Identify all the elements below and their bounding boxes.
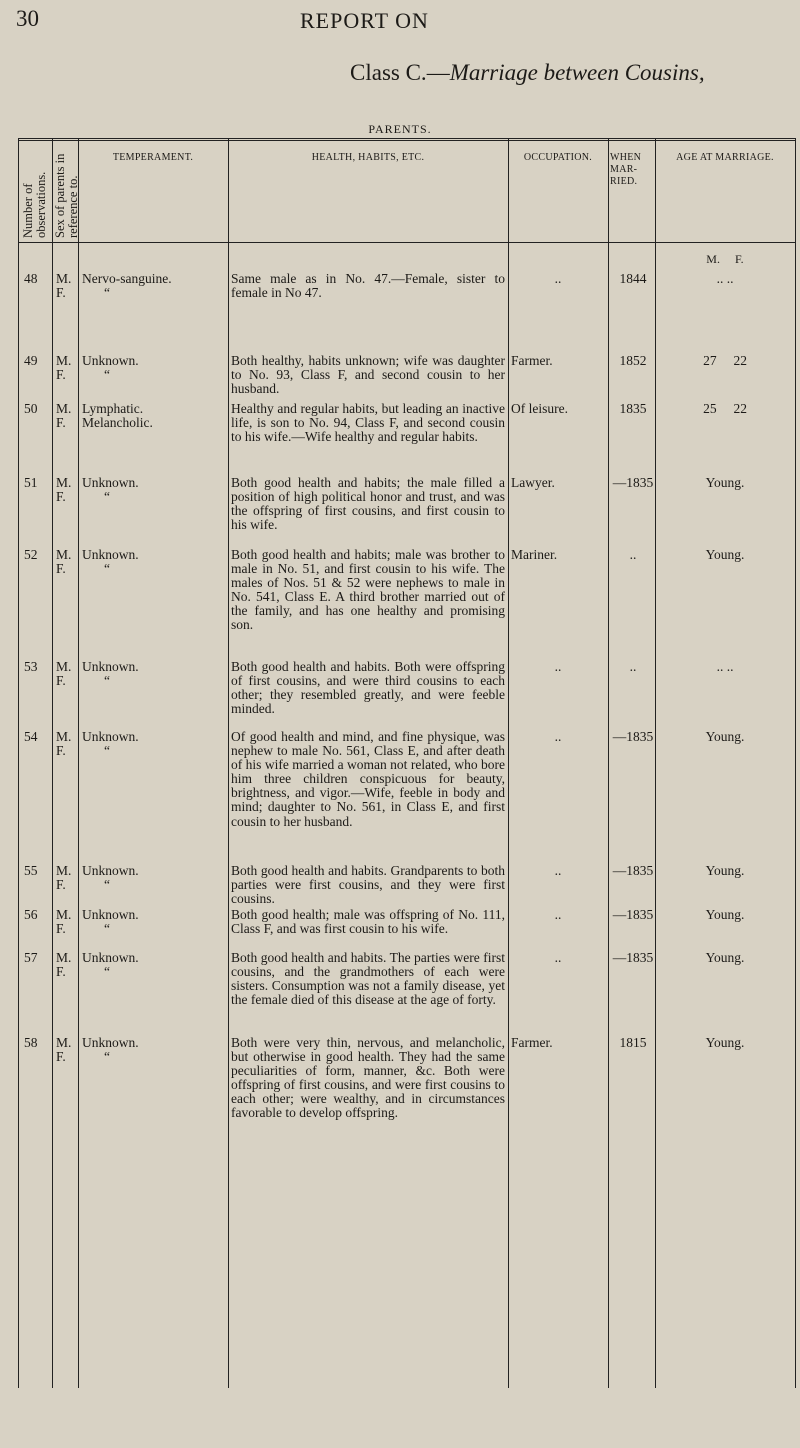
row-sex-female: F. [56,921,66,936]
row-when-married: .. [629,547,637,562]
class-subtitle: Marriage between Cousins, [449,60,705,85]
class-label: Class C. [350,60,427,85]
age-subheaders: M. F. [706,252,744,266]
col-rule-3 [228,138,229,1388]
row-occupation: Farmer. [511,353,553,368]
row-sex-female: F. [56,877,66,892]
row-age-at-marriage: .. .. [716,659,734,674]
page-number: 30 [16,6,39,31]
row-health: Both good health and habits. The parties were first cousins, and the grandmothers of each were sisters. Consumption was not a family disease, yet the female died of this disease at the age of forty. [231,950,505,1008]
row-temperament-female: “ [104,367,110,382]
row-temperament-male: Unknown. [82,1035,139,1050]
col-rule-0 [18,138,19,1388]
row-age-at-marriage: .. .. [716,271,734,286]
row-temperament-female: “ [104,673,110,688]
row-sex-male: M. [56,401,72,416]
header-age-at-marriage: AGE AT MARRIAGE. [676,152,774,163]
row-health: Both were very thin, nervous, and melancholic, but otherwise in good health. They had the same peculiarities of form, manner, &c. Both were offspring of first cousins, and were first cousins to each other; were wealthy, and in circumstances favorable to develop offspring. [231,1035,505,1121]
header-sex: Sex of parents in reference to. [53,153,80,238]
row-temperament-male: Unknown. [82,659,139,674]
row-temperament-male: Lymphatic. [82,401,144,416]
row-sex-male: M. [56,547,72,562]
row-occupation: Lawyer. [511,475,555,490]
row-when-married: 1835 [619,401,647,416]
col-rule-5 [608,138,609,1388]
row-temperament-female: “ [104,743,110,758]
row-when-married: —1835 [612,863,654,878]
row-age-at-marriage: Young. [705,1035,745,1050]
row-number: 57 [24,950,38,965]
col-rule-2 [78,138,79,1388]
row-age-at-marriage: Young. [705,475,745,490]
row-age-at-marriage: 25 22 [703,401,747,416]
row-sex-female: F. [56,367,66,382]
header-health: HEALTH, HABITS, ETC. [311,152,425,163]
row-temperament-male: Nervo-sanguine. [82,271,172,286]
header-number: Number of observations. [21,171,48,238]
row-occupation: Mariner. [511,547,558,562]
row-temperament-male: Unknown. [82,907,139,922]
row-number: 55 [24,863,38,878]
row-temperament-female: “ [104,921,110,936]
row-age-at-marriage: Young. [705,950,745,965]
table-top-rule-2 [18,140,796,141]
row-sex-female: F. [56,964,66,979]
row-when-married: —1835 [612,907,654,922]
row-temperament-male: Unknown. [82,729,139,744]
row-temperament-male: Unknown. [82,950,139,965]
row-when-married: —1835 [612,475,654,490]
row-occupation: .. [554,659,562,674]
row-temperament-male: Unknown. [82,353,139,368]
row-temperament-male: Unknown. [82,475,139,490]
row-when-married: 1815 [619,1035,647,1050]
row-health: Both good health; male was offspring of No. 111, Class F, and was first cousin to his wife. [231,907,505,937]
row-sex-female: F. [56,673,66,688]
row-occupation: .. [554,271,562,286]
data-table [18,138,796,1448]
row-sex-female: F. [56,285,66,300]
row-health: Healthy and regular habits, but leading an inactive life, is son to No. 94, Class F, and second cousin to his wife.—Wife healthy and regular habits. [231,401,505,445]
row-sex-male: M. [56,271,72,286]
row-when-married: .. [629,659,637,674]
page-title: Class C.—Marriage between Cousins, [350,60,705,85]
row-temperament-female: “ [104,877,110,892]
row-sex-male: M. [56,353,72,368]
row-number: 50 [24,401,38,416]
row-health: Both healthy, habits unknown; wife was daughter to No. 93, Class F, and second cousin to her husband. [231,353,505,397]
row-number: 53 [24,659,38,674]
header-temperament: TEMPERAMENT. [112,152,194,163]
row-number: 48 [24,271,38,286]
table-top-rule [18,138,796,139]
row-number: 58 [24,1035,38,1050]
row-number: 49 [24,353,38,368]
row-sex-female: F. [56,743,66,758]
row-number: 56 [24,907,38,922]
row-sex-male: M. [56,1035,72,1050]
col-rule-7 [795,138,796,1388]
row-sex-female: F. [56,1049,66,1064]
row-occupation: .. [554,729,562,744]
row-age-at-marriage: Young. [705,729,745,744]
row-sex-male: M. [56,907,72,922]
row-sex-male: M. [56,863,72,878]
row-sex-female: F. [56,561,66,576]
row-occupation: Of leisure. [511,401,568,416]
row-sex-male: M. [56,950,72,965]
row-sex-male: M. [56,659,72,674]
row-temperament-male: Unknown. [82,863,139,878]
row-when-married: —1835 [612,729,654,744]
row-health: Both good health and habits. Both were offspring of first cousins, and were third cousins to each other; they resembled greatly, and were feeble minded. [231,659,505,717]
row-health: Same male as in No. 47.—Female, sister to female in No 47. [231,271,505,301]
row-health: Both good health and habits; male was brother to male in No. 51, and first cousin to his wife. The males of Nos. 51 & 52 were nephews to male in No. 541, Class E. A third brother married out of the family, and has one healthy and promising son. [231,547,505,633]
header-occupation: OCCUPATION. [523,152,593,163]
row-health: Of good health and mind, and fine physique, was nephew to male No. 561, Class E, and after death of his wife married a woman not related, who bore him three children conspicuous for beauty, brightness, and vigor.—Wife, feeble in body and mind; daughter to No. 561, in Class E, and first cousin to her husband. [231,729,505,829]
row-age-at-marriage: Young. [705,907,745,922]
row-when-married: —1835 [612,950,654,965]
running-head: REPORT ON [300,8,429,33]
row-temperament-female: Melancholic. [82,415,153,430]
row-when-married: 1844 [619,271,647,286]
row-temperament-female: “ [104,1049,110,1064]
col-rule-4 [508,138,509,1388]
row-sex-female: F. [56,415,66,430]
row-health: Both good health and habits. Grandparents to both parties were first cousins, and they were first cousins. [231,863,505,907]
row-health: Both good health and habits; the male filled a position of high political honor and trust, and was the offspring of first cousins, and first cousin to his wife. [231,475,505,533]
row-temperament-female: “ [104,561,110,576]
row-number: 51 [24,475,38,490]
row-temperament-female: “ [104,964,110,979]
header-when-married: WHEN MAR- RIED. [610,152,642,187]
col-rule-1 [52,138,53,1388]
row-temperament-male: Unknown. [82,547,139,562]
row-temperament-female: “ [104,285,110,300]
row-occupation: .. [554,863,562,878]
row-occupation: .. [554,950,562,965]
row-when-married: 1852 [619,353,647,368]
row-temperament-female: “ [104,489,110,504]
col-rule-6 [655,138,656,1388]
row-number: 52 [24,547,38,562]
row-sex-female: F. [56,489,66,504]
header-bottom-rule [18,242,796,243]
row-age-at-marriage: 27 22 [703,353,747,368]
row-sex-male: M. [56,729,72,744]
row-occupation: .. [554,907,562,922]
row-age-at-marriage: Young. [705,547,745,562]
row-occupation: Farmer. [511,1035,553,1050]
row-number: 54 [24,729,38,744]
row-age-at-marriage: Young. [705,863,745,878]
row-sex-male: M. [56,475,72,490]
group-header: PARENTS. [368,122,432,136]
